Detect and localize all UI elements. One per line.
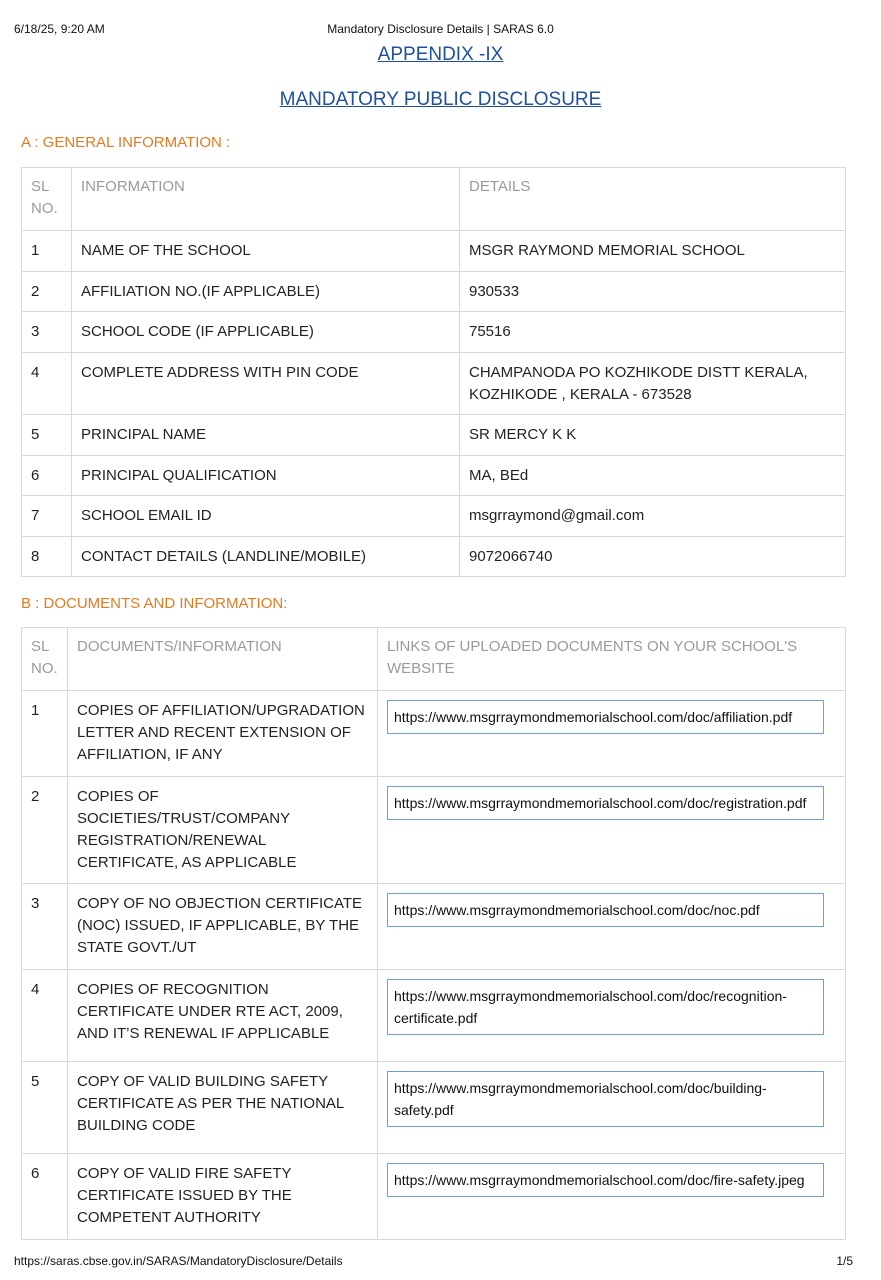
print-header: [14, 22, 867, 38]
sl-no: 7: [22, 496, 72, 537]
sl-no: 4: [22, 970, 68, 1062]
documents-table: [21, 627, 846, 1240]
info-label: NAME OF THE SCHOOL: [72, 231, 460, 272]
table-row: [22, 1062, 846, 1154]
header-sl-no: SL NO.: [22, 168, 72, 231]
sl-no: 5: [22, 415, 72, 456]
table-row: [22, 496, 846, 537]
info-value: MSGR RAYMOND MEMORIAL SCHOOL: [460, 231, 846, 272]
header-links: LINKS OF UPLOADED DOCUMENTS ON YOUR SCHOOL'S WEBSITE: [378, 628, 846, 691]
info-value: SR MERCY K K: [460, 415, 846, 456]
info-value: 75516: [460, 312, 846, 353]
page-number: 1/5: [836, 1254, 853, 1268]
table-row: [22, 415, 846, 456]
info-label: PRINCIPAL NAME: [72, 415, 460, 456]
table-row: [22, 353, 846, 415]
header-sl-no: SL NO.: [22, 628, 68, 691]
document-link-field[interactable]: https://www.msgrraymondmemorialschool.com/doc/building-safety.pdf: [387, 1071, 824, 1127]
print-title: Mandatory Disclosure Details | SARAS 6.0: [327, 22, 554, 36]
footer-url: https://saras.cbse.gov.in/SARAS/MandatoryDisclosure/Details: [14, 1254, 343, 1268]
link-cell: [378, 777, 846, 884]
document-label: COPIES OF AFFILIATION/UPGRADATION LETTER AND RECENT EXTENSION OF AFFILIATION, IF ANY: [68, 691, 378, 777]
table-row: [22, 691, 846, 777]
header-details: DETAILS: [460, 168, 846, 231]
header-documents: DOCUMENTS/INFORMATION: [68, 628, 378, 691]
sl-no: 3: [22, 884, 68, 970]
document-link-field[interactable]: https://www.msgrraymondmemorialschool.com/doc/recognition-certificate.pdf: [387, 979, 824, 1035]
document-link-field[interactable]: https://www.msgrraymondmemorialschool.com/doc/affiliation.pdf: [387, 700, 824, 734]
info-label: PRINCIPAL QUALIFICATION: [72, 456, 460, 496]
table-row: [22, 970, 846, 1062]
link-cell: [378, 691, 846, 777]
link-cell: [378, 1154, 846, 1240]
info-value: 930533: [460, 272, 846, 312]
table-header-row: [22, 628, 846, 691]
table-row: [22, 456, 846, 496]
sl-no: 5: [22, 1062, 68, 1154]
section-a-heading: A : GENERAL INFORMATION :: [21, 134, 231, 151]
document-link-field[interactable]: https://www.msgrraymondmemorialschool.com/doc/registration.pdf: [387, 786, 824, 820]
document-link-field[interactable]: https://www.msgrraymondmemorialschool.com/doc/noc.pdf: [387, 893, 824, 927]
link-cell: [378, 970, 846, 1062]
table-header-row: [22, 168, 846, 231]
sl-no: 4: [22, 353, 72, 415]
sl-no: 8: [22, 537, 72, 577]
table-row: [22, 272, 846, 312]
appendix-heading: APPENDIX -IX: [377, 44, 504, 65]
table-row: [22, 537, 846, 577]
document-label: COPY OF VALID FIRE SAFETY CERTIFICATE ISSUED BY THE COMPETENT AUTHORITY: [68, 1154, 378, 1240]
info-label: COMPLETE ADDRESS WITH PIN CODE: [72, 353, 460, 415]
link-cell: [378, 884, 846, 970]
table-row: [22, 312, 846, 353]
page-title: MANDATORY PUBLIC DISCLOSURE: [279, 89, 602, 110]
sl-no: 6: [22, 456, 72, 496]
document-label: COPY OF NO OBJECTION CERTIFICATE (NOC) ISSUED, IF APPLICABLE, BY THE STATE GOVT./UT: [68, 884, 378, 970]
document-label: COPY OF VALID BUILDING SAFETY CERTIFICATE AS PER THE NATIONAL BUILDING CODE: [68, 1062, 378, 1154]
section-b-heading: B : DOCUMENTS AND INFORMATION:: [21, 595, 288, 612]
sl-no: 3: [22, 312, 72, 353]
info-value: msgrraymond@gmail.com: [460, 496, 846, 537]
sl-no: 2: [22, 777, 68, 884]
document-link-field[interactable]: https://www.msgrraymondmemorialschool.com/doc/fire-safety.jpeg: [387, 1163, 824, 1197]
document-label: COPIES OF RECOGNITION CERTIFICATE UNDER RTE ACT, 2009, AND IT’S RENEWAL IF APPLICABLE: [68, 970, 378, 1062]
table-row: [22, 884, 846, 970]
general-information-table: [21, 167, 846, 577]
sl-no: 2: [22, 272, 72, 312]
info-label: SCHOOL EMAIL ID: [72, 496, 460, 537]
table-row: [22, 231, 846, 272]
info-label: AFFILIATION NO.(IF APPLICABLE): [72, 272, 460, 312]
info-label: CONTACT DETAILS (LANDLINE/MOBILE): [72, 537, 460, 577]
table-row: [22, 1154, 846, 1240]
sl-no: 1: [22, 691, 68, 777]
info-value: MA, BEd: [460, 456, 846, 496]
info-label: SCHOOL CODE (IF APPLICABLE): [72, 312, 460, 353]
header-information: INFORMATION: [72, 168, 460, 231]
info-value: 9072066740: [460, 537, 846, 577]
link-cell: [378, 1062, 846, 1154]
info-value: CHAMPANODA PO KOZHIKODE DISTT KERALA, KOZHIKODE , KERALA - 673528: [460, 353, 846, 415]
print-date: 6/18/25, 9:20 AM: [14, 22, 105, 36]
sl-no: 1: [22, 231, 72, 272]
document-label: COPIES OF SOCIETIES/TRUST/COMPANY REGISTRATION/RENEWAL CERTIFICATE, AS APPLICABLE: [68, 777, 378, 884]
sl-no: 6: [22, 1154, 68, 1240]
table-row: [22, 777, 846, 884]
